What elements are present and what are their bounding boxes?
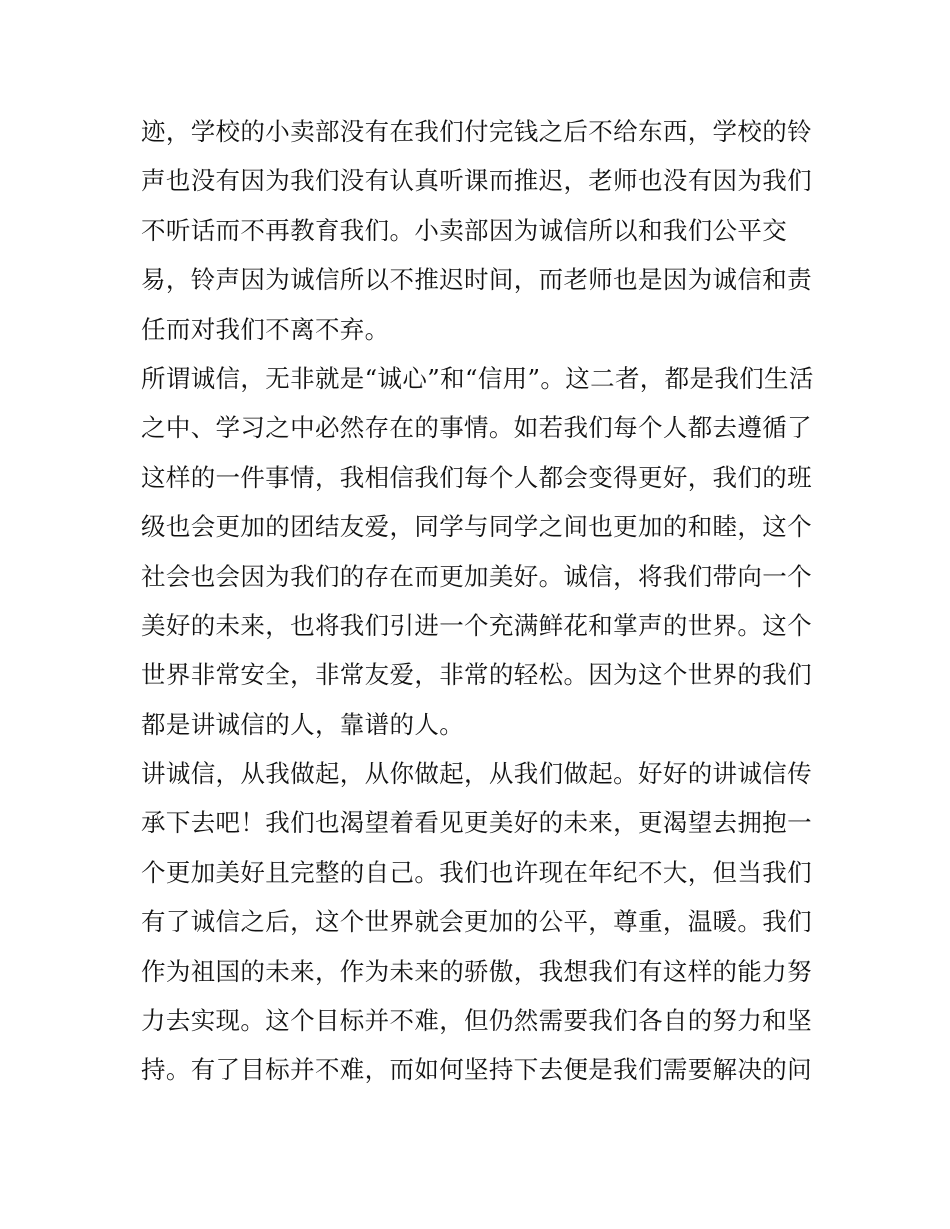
text-line: 所谓诚信，无非就是“诚心”和“信用”。这二者，都是我们生活: [141, 363, 814, 393]
text-line: 持。有了目标并不难，而如何坚持下去便是我们需要解决的问: [141, 1055, 812, 1085]
text-line: 社会也会因为我们的存在而更加美好。诚信，将我们带向一个: [141, 561, 812, 591]
text-line: 这样的一件事情，我相信我们每个人都会变得更好，我们的班: [141, 462, 812, 492]
text-line: 承下去吧！我们也渴望着看见更美好的未来，更渴望去拥抱一: [141, 808, 812, 838]
body-text: [141, 107, 821, 1095]
text-line: 易，铃声因为诚信所以不推迟时间，而老师也是因为诚信和责: [141, 265, 812, 295]
text-line: 作为祖国的未来，作为未来的骄傲，我想我们有这样的能力努: [141, 956, 812, 986]
text-line: 美好的未来，也将我们引进一个充满鲜花和掌声的世界。这个: [141, 610, 812, 640]
text-line: 力去实现。这个目标并不难，但仍然需要我们各自的努力和坚: [141, 1006, 812, 1036]
text-line: 世界非常安全，非常友爱，非常的轻松。因为这个世界的我们: [141, 660, 812, 690]
text-line: 迹，学校的小卖部没有在我们付完钱之后不给东西，学校的铃: [141, 117, 812, 146]
text-line: 都是讲诚信的人，靠谱的人。: [141, 709, 465, 739]
text-line: 讲诚信，从我做起，从你做起，从我们做起。好好的讲诚信传: [141, 759, 812, 789]
text-line: 有了诚信之后，这个世界就会更加的公平，尊重，温暖。我们: [141, 907, 812, 937]
text-line: 级也会更加的团结友爱，同学与同学之间也更加的和睦，这个: [141, 512, 812, 542]
text-line: 之中、学习之中必然存在的事情。如若我们每个人都去遵循了: [141, 413, 812, 443]
text-line: 声也没有因为我们没有认真听课而推迟，老师也没有因为我们: [141, 166, 812, 196]
text-line: 任而对我们不离不弃。: [141, 314, 390, 344]
text-line: 不听话而不再教育我们。小卖部因为诚信所以和我们公平交: [141, 215, 788, 245]
text-line: 个更加美好且完整的自己。我们也许现在年纪不大，但当我们: [141, 857, 812, 887]
